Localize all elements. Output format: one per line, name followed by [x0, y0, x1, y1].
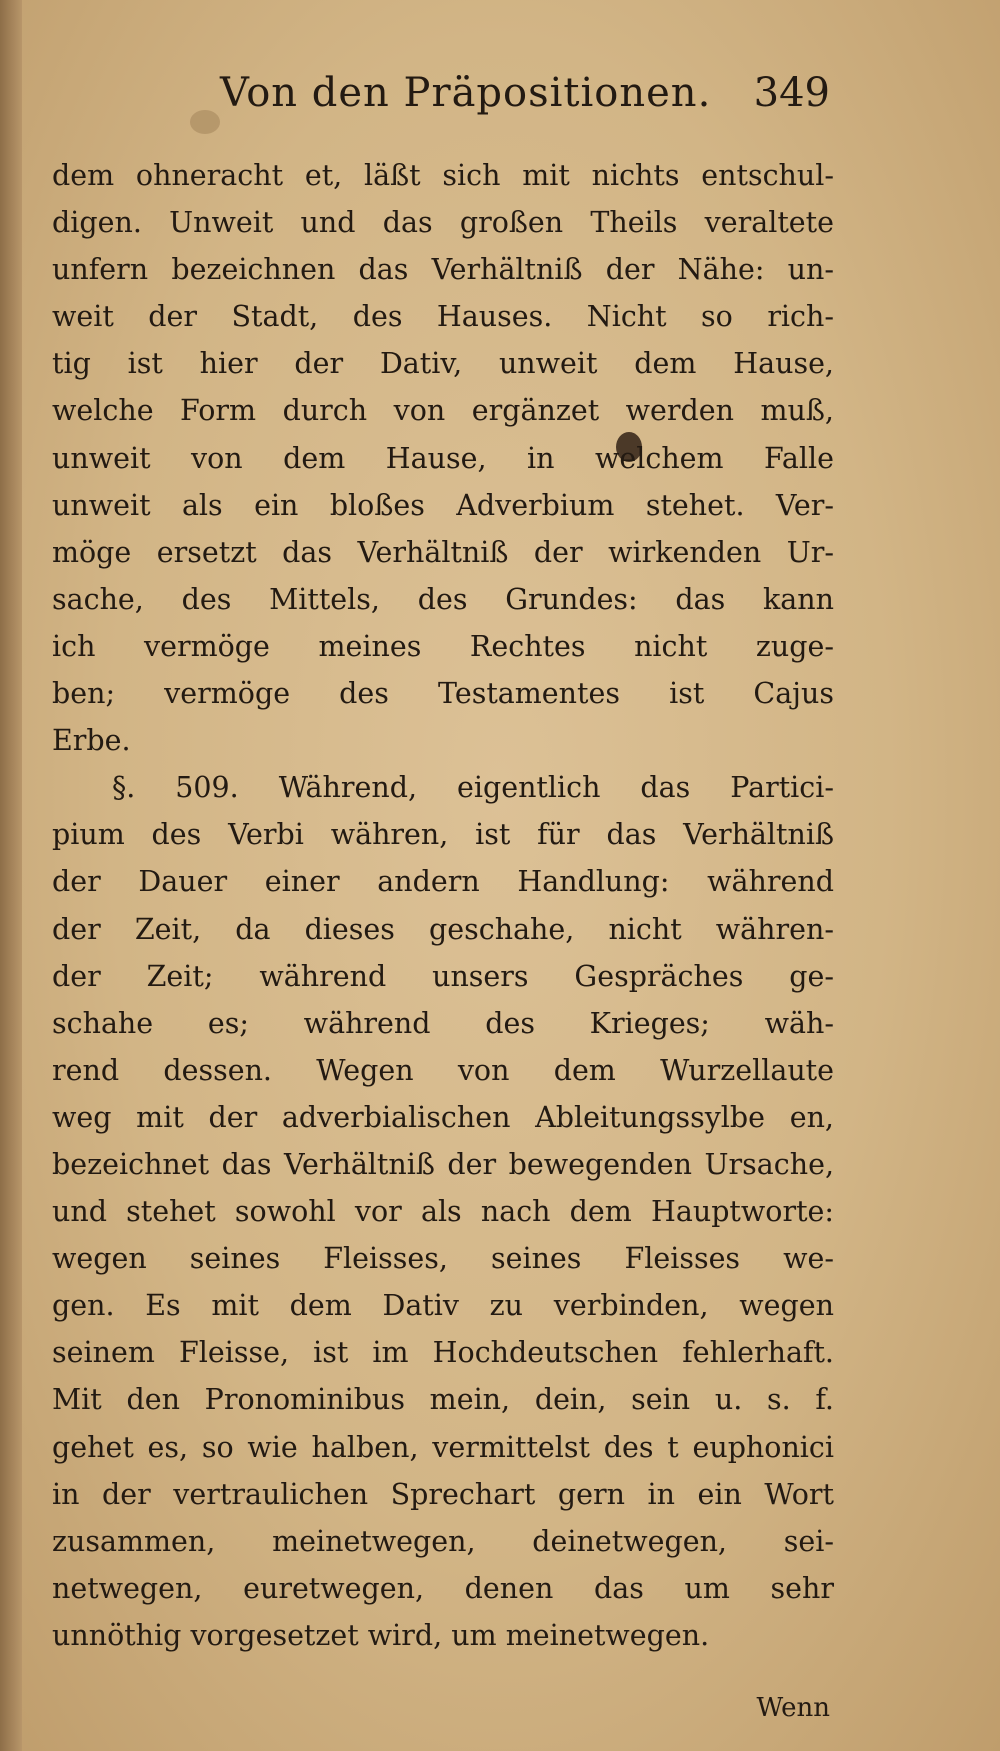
text-line: welche Form durch von ergänzet werden muß, — [52, 394, 834, 428]
text-line: zusammen, meinetwegen, deinetwegen, sei- — [52, 1524, 834, 1558]
text-line: unweit von dem Hause, in welchem Falle — [52, 441, 834, 475]
text-line: weg mit der adverbialischen Ableitungssylbe en, — [52, 1100, 834, 1134]
text-line: gen. Es mit dem Dativ zu verbinden, wegen — [52, 1289, 834, 1323]
text-line: seinem Fleisse, ist im Hochdeutschen fehlerhaft. — [52, 1336, 834, 1370]
text-line: möge ersetzt das Verhältniß der wirkenden Ur- — [52, 535, 834, 569]
text-line: schahe es; während des Krieges; wäh- — [52, 1006, 834, 1040]
text-line: dem ohneracht et, läßt sich mit nichts entschul- — [52, 159, 834, 192]
text-line: Erbe. — [52, 724, 131, 758]
text-line: tig ist hier der Dativ, unweit dem Hause, — [52, 347, 834, 381]
text-line: digen. Unweit und das großen Theils veraltete — [52, 206, 834, 240]
text-line: und stehet sowohl vor als nach dem Hauptworte: — [52, 1195, 834, 1229]
text-line: unnöthig vorgesetzet wird, um meinetwegen. — [52, 1618, 710, 1652]
text-line: sache, des Mittels, des Grundes: das kann — [52, 582, 834, 616]
text-line: netwegen, euretwegen, denen das um sehr — [52, 1571, 834, 1605]
body-text — [52, 152, 834, 1659]
page-number: 349 — [753, 70, 830, 116]
text-line: der Zeit, da dieses geschahe, nicht währen- — [52, 912, 834, 946]
text-line: in der vertraulichen Sprechart gern in ein Wort — [52, 1477, 834, 1511]
text-line: unfern bezeichnen das Verhältniß der Nähe: un- — [52, 253, 834, 287]
page-header — [220, 70, 830, 130]
text-line: weit der Stadt, des Hauses. Nicht so rich- — [52, 300, 834, 334]
text-line: wegen seines Fleisses, seines Fleisses we- — [52, 1242, 834, 1276]
running-title: Von den Präpositionen. — [220, 70, 712, 116]
paragraph-start-line: §. 509. Während, eigentlich das Partici- — [112, 771, 834, 805]
paper-stain — [190, 110, 220, 134]
text-line: ich vermöge meines Rechtes nicht zuge- — [52, 629, 834, 663]
text-line: ben; vermöge des Testamentes ist Cajus — [52, 677, 834, 711]
text-line: pium des Verbi währen, ist für das Verhältniß — [52, 818, 834, 852]
page-edge-shadow — [0, 0, 22, 1751]
text-line: gehet es, so wie halben, vermittelst des t euphonici — [52, 1430, 834, 1464]
text-line: Mit den Pronominibus mein, dein, sein u. s. f. — [52, 1383, 834, 1417]
catchword: Wenn — [756, 1693, 830, 1723]
text-line: unweit als ein bloßes Adverbium stehet. Ver- — [52, 488, 834, 522]
text-line: bezeichnet das Verhältniß der bewegenden Ursache, — [52, 1147, 834, 1181]
text-line: rend dessen. Wegen von dem Wurzellaute — [52, 1053, 834, 1087]
text-line: der Zeit; während unsers Gespräches ge- — [52, 959, 834, 993]
text-line: der Dauer einer andern Handlung: während — [52, 865, 834, 899]
